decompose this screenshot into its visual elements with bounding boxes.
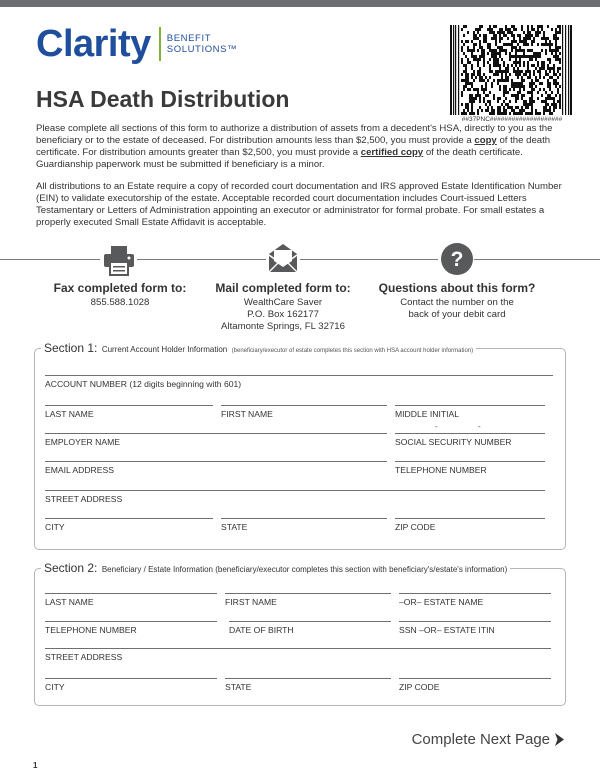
questions-line-1: Contact the number on the xyxy=(400,297,514,308)
page-number: 1 xyxy=(33,761,38,770)
mail-line-2: P.O. Box 162177 xyxy=(247,309,319,320)
state-field[interactable]: STATE xyxy=(221,518,387,532)
ssn-separator: - xyxy=(435,422,438,431)
clarity-logo xyxy=(36,24,237,64)
questions-info xyxy=(372,281,542,321)
ssn-field[interactable]: SOCIAL SECURITY NUMBER xyxy=(395,433,545,447)
employer-name-field[interactable]: EMPLOYER NAME xyxy=(45,433,387,447)
complete-next-page-link[interactable] xyxy=(412,731,564,748)
divider-line xyxy=(300,259,438,260)
barcode-caption: ##37PNC#################### xyxy=(461,116,563,123)
intro-text-c: of the death certificate. Guardianship paperwork must be submitted if beneficiary is a minor. xyxy=(36,147,523,170)
logo-divider xyxy=(159,27,161,61)
section-2-beneficiary xyxy=(34,561,566,706)
logo-wordmark: Clarity xyxy=(36,23,151,65)
estate-name-field[interactable]: –OR– ESTATE NAME xyxy=(399,593,551,607)
account-number-field[interactable]: ACCOUNT NUMBER (12 digits beginning with 601) xyxy=(45,375,553,389)
first-name-field[interactable]: FIRST NAME xyxy=(221,405,387,419)
divider-line xyxy=(137,259,266,260)
logo-subtitle xyxy=(167,33,237,55)
section-1-name: Current Account Holder Information xyxy=(101,345,228,354)
svg-text:?: ? xyxy=(450,248,464,271)
beneficiary-telephone-field[interactable]: TELEPHONE NUMBER xyxy=(45,621,217,635)
zip-code-field[interactable]: ZIP CODE xyxy=(395,518,545,532)
telephone-number-field[interactable]: TELEPHONE NUMBER xyxy=(395,461,545,475)
beneficiary-street-address-field[interactable]: STREET ADDRESS xyxy=(45,648,551,662)
beneficiary-city-field[interactable]: CITY xyxy=(45,678,217,692)
fax-number: 855.588.1028 xyxy=(90,297,150,308)
questions-heading: Questions about this form? xyxy=(378,281,536,295)
fax-icon xyxy=(102,243,136,277)
section-1-label: Section 1: xyxy=(44,341,98,355)
section-2-title xyxy=(41,561,510,577)
section-2-label: Section 2: xyxy=(44,561,98,575)
city-field[interactable]: CITY xyxy=(45,518,213,532)
section-1-title xyxy=(41,341,476,358)
intro-paragraph-2: All distributions to an Estate require a copy of recorded court documentation and IRS approved Estate Identification Number (EIN) to validate executorship of the estate. Acceptable recorded court documentation includes Court-issued Letters Testamentary or Letters of Administration appointing an executor or administrator for formal probate. For small estates a properly executed Small Estate Affidavit is acceptable. xyxy=(36,181,562,228)
page-title: HSA Death Distribution xyxy=(36,86,290,112)
next-page-label: Complete Next Page xyxy=(411,731,550,748)
last-name-field[interactable]: LAST NAME xyxy=(45,405,213,419)
fax-heading: Fax completed form to: xyxy=(53,281,187,295)
beneficiary-state-field[interactable]: STATE xyxy=(225,678,391,692)
intro-text-a: Please complete all sections of this form to authorize a distribution of assets from a decedent's HSA, directly to you as the beneficiary or to the estate of deceased. For distribution amounts less than $2,500, you must provide a xyxy=(36,123,553,146)
intro-copy-emphasis: copy xyxy=(474,135,497,146)
envelope-icon xyxy=(266,241,300,275)
intro-text-b: of the death certificate. For distribution amounts greater than $2,500, you must provide a xyxy=(36,135,551,158)
chevron-right-icon xyxy=(554,733,564,746)
mail-line-1: WealthCare Saver xyxy=(243,297,323,308)
divider-line xyxy=(0,259,100,260)
logo-sub-line1: BENEFIT xyxy=(166,33,212,44)
top-bar xyxy=(0,0,600,7)
beneficiary-last-name-field[interactable]: LAST NAME xyxy=(45,593,217,607)
street-address-field[interactable]: STREET ADDRESS xyxy=(45,490,545,504)
section-2-name: Beneficiary / Estate Information (beneficiary/executor completes this section with beneficiary's/estate's information) xyxy=(101,565,508,574)
mail-info xyxy=(198,281,368,333)
divider-line xyxy=(474,259,600,260)
section-1-account-holder xyxy=(34,341,566,550)
email-address-field[interactable]: EMAIL ADDRESS xyxy=(45,461,387,475)
ssn-or-estate-itin-field[interactable]: SSN –OR– ESTATE ITIN xyxy=(399,621,551,635)
beneficiary-first-name-field[interactable]: FIRST NAME xyxy=(225,593,391,607)
intro-certified-emphasis: certified copy xyxy=(360,147,424,158)
logo-sub-line2: SOLUTIONS™ xyxy=(166,44,238,55)
barcode-image xyxy=(450,25,572,115)
date-of-birth-field[interactable]: DATE OF BIRTH xyxy=(229,621,391,635)
mail-heading: Mail completed form to: xyxy=(215,281,351,295)
intro-paragraph-1 xyxy=(36,123,564,171)
ssn-separator: - xyxy=(478,422,481,431)
fax-info xyxy=(35,281,205,309)
section-1-note: (beneficiary/executor of estate completes this section with HSA account holder information) xyxy=(231,348,474,354)
mail-line-3: Altamonte Springs, FL 32716 xyxy=(221,321,345,332)
middle-initial-field[interactable]: MIDDLE INITIAL xyxy=(395,405,545,419)
beneficiary-zip-code-field[interactable]: ZIP CODE xyxy=(399,678,551,692)
questions-line-2: back of your debit card xyxy=(408,309,506,320)
question-icon xyxy=(440,242,474,276)
